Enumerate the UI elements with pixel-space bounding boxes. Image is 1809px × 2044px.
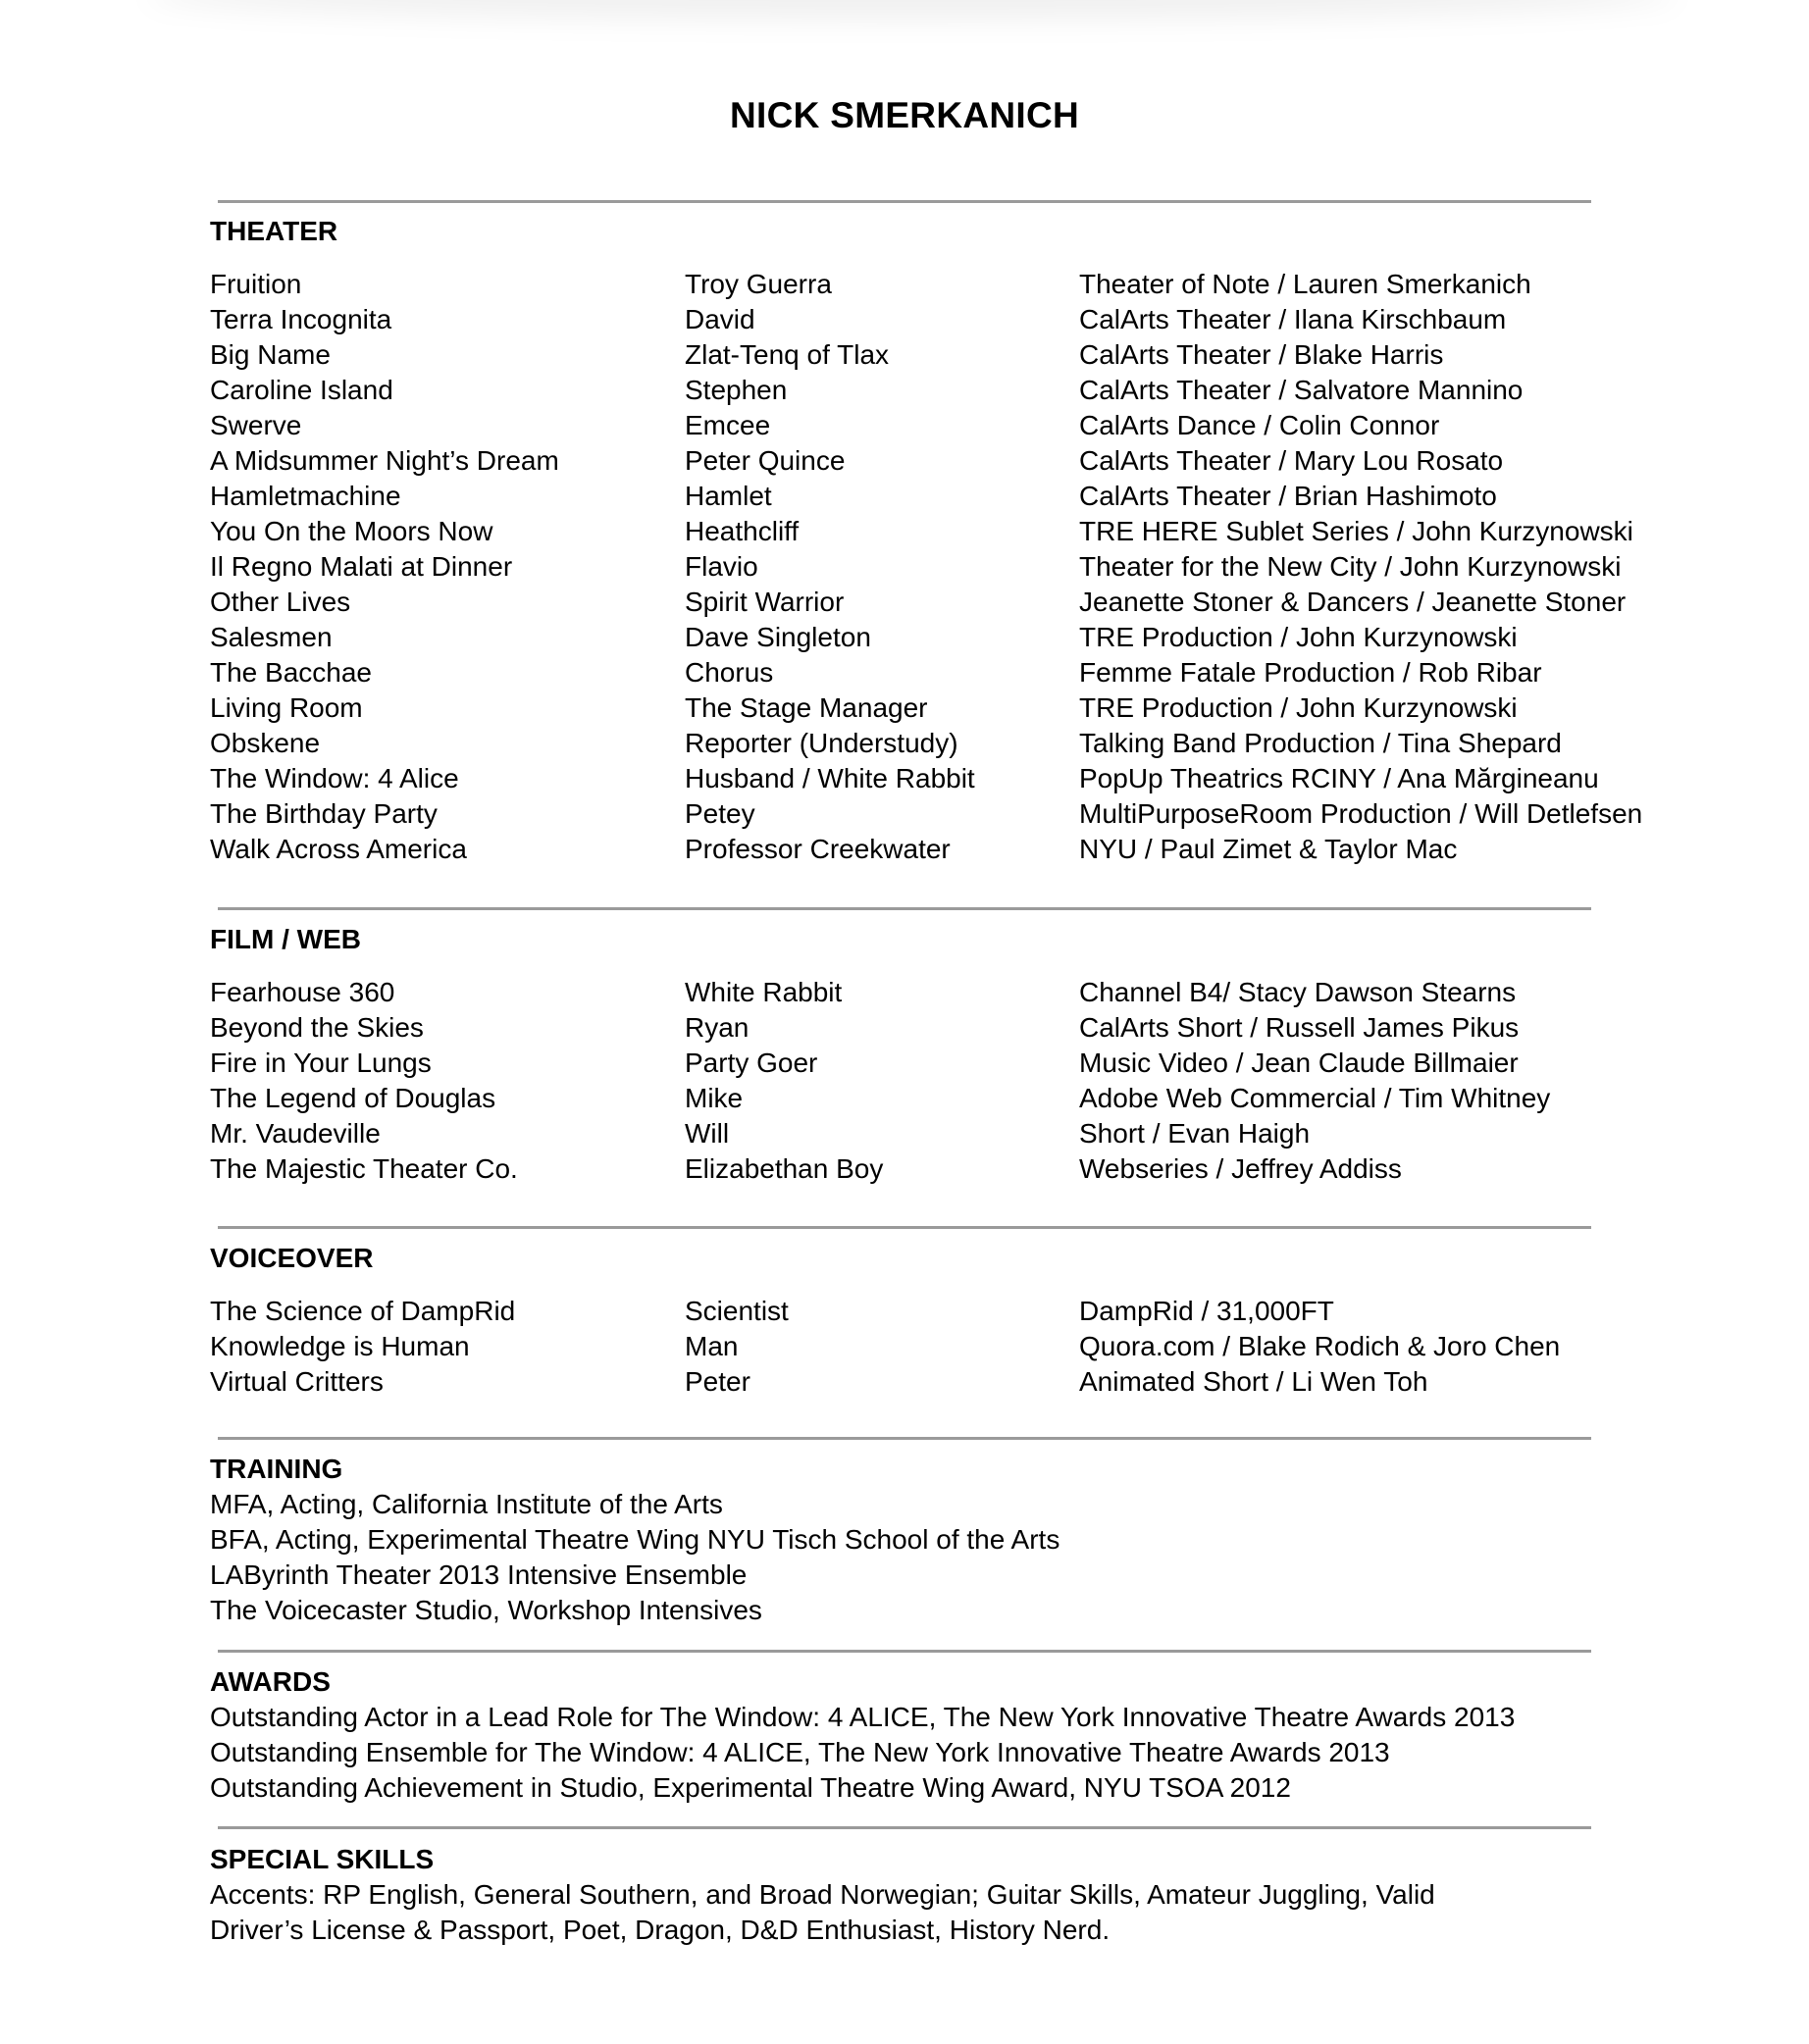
actor-name: NICK SMERKANICH xyxy=(730,95,1079,135)
credit-row xyxy=(210,1364,1623,1400)
top-edge-shadow xyxy=(147,0,1678,20)
credit-row xyxy=(210,1151,1623,1187)
credit-row xyxy=(210,373,1623,408)
award-item: Outstanding Actor in a Lead Role for The Window: 4 ALICE, The New York Innovative Theatre Awards 2013 xyxy=(210,1702,1516,1732)
credit-title: Living Room xyxy=(210,692,363,723)
training-item: LAByrinth Theater 2013 Intensive Ensemble xyxy=(210,1559,748,1590)
credit-row xyxy=(210,761,1623,796)
credit-title: Other Lives xyxy=(210,587,351,617)
divider-special-skills xyxy=(218,1826,1591,1829)
credit-row xyxy=(210,337,1623,373)
credit-title: The Bacchae xyxy=(210,657,372,688)
credit-title: Fire in Your Lungs xyxy=(210,1048,432,1078)
credit-company: CalArts Theater / Mary Lou Rosato xyxy=(1079,445,1504,476)
credit-title: The Majestic Theater Co. xyxy=(210,1153,518,1184)
credit-title: A Midsummer Night’s Dream xyxy=(210,445,559,476)
credit-company: CalArts Theater / Ilana Kirschbaum xyxy=(1079,304,1507,334)
credit-company: Jeanette Stoner & Dancers / Jeanette Stoner xyxy=(1079,587,1627,617)
credit-row xyxy=(210,585,1627,620)
credit-company: Theater of Note / Lauren Smerkanich xyxy=(1079,269,1531,299)
credit-row xyxy=(210,975,1623,1010)
credit-title: The Science of DampRid xyxy=(210,1296,516,1326)
credit-company: TRE Production / John Kurzynowski xyxy=(1079,692,1518,723)
credit-role: Troy Guerra xyxy=(685,269,832,299)
section-heading-special-skills: SPECIAL SKILLS xyxy=(210,1844,435,1874)
credit-company: Channel B4/ Stacy Dawson Stearns xyxy=(1079,977,1517,1007)
credit-company: Webseries / Jeffrey Addiss xyxy=(1079,1153,1402,1184)
divider-film-web xyxy=(218,907,1591,910)
credit-role: Reporter (Understudy) xyxy=(685,728,958,758)
credit-title: The Birthday Party xyxy=(210,798,438,829)
credit-role: Hamlet xyxy=(685,481,772,511)
credit-row xyxy=(210,479,1623,514)
credit-role: Man xyxy=(685,1331,739,1361)
credit-role: Elizabethan Boy xyxy=(685,1153,884,1184)
credit-row xyxy=(210,267,1623,302)
section-theater xyxy=(210,214,1643,867)
credit-role: Peter xyxy=(685,1366,750,1397)
credit-title: Fruition xyxy=(210,269,302,299)
credit-row xyxy=(210,1081,1623,1116)
section-heading-voiceover: VOICEOVER xyxy=(210,1243,374,1273)
section-heading-training: TRAINING xyxy=(210,1454,343,1484)
credit-row xyxy=(210,832,1623,867)
divider-theater xyxy=(218,200,1591,203)
credit-row xyxy=(210,443,1623,479)
credit-company: CalArts Short / Russell James Pikus xyxy=(1079,1012,1520,1043)
credit-title: Walk Across America xyxy=(210,834,467,864)
credit-company: CalArts Theater / Brian Hashimoto xyxy=(1079,481,1497,511)
section-heading-film-web: FILM / WEB xyxy=(210,924,361,954)
credit-role: Ryan xyxy=(685,1012,749,1043)
credit-title: Il Regno Malati at Dinner xyxy=(210,551,513,582)
credit-role: Spirit Warrior xyxy=(685,587,845,617)
training-item: BFA, Acting, Experimental Theatre Wing NYU Tisch School of the Arts xyxy=(210,1524,1060,1555)
credit-list-theater xyxy=(210,267,1643,867)
credit-company: Animated Short / Li Wen Toh xyxy=(1079,1366,1428,1397)
credit-company: Theater for the New City / John Kurzynowski xyxy=(1079,551,1622,582)
award-item: Outstanding Ensemble for The Window: 4 ALICE, The New York Innovative Theatre Awards 2013 xyxy=(210,1737,1390,1767)
credit-title: Big Name xyxy=(210,339,331,370)
credit-row xyxy=(210,690,1623,726)
credit-company: CalArts Theater / Salvatore Mannino xyxy=(1079,375,1524,405)
credit-title: Salesmen xyxy=(210,622,333,652)
credit-title: Beyond the Skies xyxy=(210,1012,424,1043)
credit-title: Fearhouse 360 xyxy=(210,977,395,1007)
credit-company: Femme Fatale Production / Rob Ribar xyxy=(1079,657,1542,688)
credit-title: Knowledge is Human xyxy=(210,1331,470,1361)
credit-company: Music Video / Jean Claude Billmaier xyxy=(1079,1048,1519,1078)
credit-row xyxy=(210,655,1623,690)
award-item: Outstanding Achievement in Studio, Experimental Theatre Wing Award, NYU TSOA 2012 xyxy=(210,1772,1291,1803)
credit-row xyxy=(210,620,1623,655)
divider-awards xyxy=(218,1650,1591,1653)
credit-role: Flavio xyxy=(685,551,758,582)
credit-role: Party Goer xyxy=(685,1048,818,1078)
credit-role: Peter Quince xyxy=(685,445,846,476)
credit-title: Obskene xyxy=(210,728,321,758)
credit-list-voiceover xyxy=(210,1294,1623,1400)
credit-title: You On the Moors Now xyxy=(210,516,493,546)
credit-role: Emcee xyxy=(685,410,771,440)
credit-role: Professor Creekwater xyxy=(685,834,951,864)
credit-row xyxy=(210,726,1623,761)
credit-role: Petey xyxy=(685,798,755,829)
credit-row xyxy=(210,514,1633,549)
section-heading-theater: THEATER xyxy=(210,216,338,246)
credit-row xyxy=(210,796,1643,832)
credit-title: Virtual Critters xyxy=(210,1366,384,1397)
credit-company: CalArts Dance / Colin Connor xyxy=(1079,410,1440,440)
credit-role: Zlat-Tenq of Tlax xyxy=(685,339,890,370)
credit-role: Scientist xyxy=(685,1296,789,1326)
credit-role: The Stage Manager xyxy=(685,692,928,723)
special-skills-text: Accents: RP English, General Southern, and Broad Norwegian; Guitar Skills, Amateur Juggling, Valid Driver’s License & Passport, Poet, Dragon, D&D Enthusiast, History Nerd. xyxy=(210,1879,1435,1945)
credit-row xyxy=(210,408,1623,443)
section-special-skills xyxy=(210,1842,1623,1948)
credit-row xyxy=(210,1116,1623,1151)
credit-title: The Window: 4 Alice xyxy=(210,763,459,793)
credit-row xyxy=(210,1329,1623,1364)
credit-company: Adobe Web Commercial / Tim Whitney xyxy=(1079,1083,1551,1113)
credit-title: Swerve xyxy=(210,410,302,440)
credit-role: Stephen xyxy=(685,375,788,405)
section-voiceover xyxy=(210,1241,1623,1400)
credit-company: Talking Band Production / Tina Shepard xyxy=(1079,728,1562,758)
divider-training xyxy=(218,1437,1591,1440)
training-item: MFA, Acting, California Institute of the Arts xyxy=(210,1489,723,1519)
section-film-web xyxy=(210,922,1623,1187)
credit-title: Hamletmachine xyxy=(210,481,401,511)
credit-row xyxy=(210,1046,1623,1081)
credit-row xyxy=(210,1010,1623,1046)
credit-company: TRE HERE Sublet Series / John Kurzynowski xyxy=(1079,516,1633,546)
credit-role: Will xyxy=(685,1118,730,1149)
credit-company: NYU / Paul Zimet & Taylor Mac xyxy=(1079,834,1458,864)
credit-company: MultiPurposeRoom Production / Will Detlefsen xyxy=(1079,798,1643,829)
credit-row xyxy=(210,302,1623,337)
credit-row xyxy=(210,549,1623,585)
training-item: The Voicecaster Studio, Workshop Intensives xyxy=(210,1595,762,1625)
credit-list-film-web xyxy=(210,975,1623,1187)
credit-company: DampRid / 31,000FT xyxy=(1079,1296,1334,1326)
section-training xyxy=(210,1452,1623,1628)
credit-title: The Legend of Douglas xyxy=(210,1083,496,1113)
credit-role: Husband / White Rabbit xyxy=(685,763,975,793)
section-awards xyxy=(210,1664,1623,1806)
credit-company: CalArts Theater / Blake Harris xyxy=(1079,339,1444,370)
credit-company: PopUp Theatrics RCINY / Ana Mărgineanu xyxy=(1079,763,1599,793)
credit-title: Caroline Island xyxy=(210,375,393,405)
credit-title: Terra Incognita xyxy=(210,304,392,334)
credit-row xyxy=(210,1294,1623,1329)
credit-company: TRE Production / John Kurzynowski xyxy=(1079,622,1518,652)
credit-title: Mr. Vaudeville xyxy=(210,1118,381,1149)
credit-company: Quora.com / Blake Rodich & Joro Chen xyxy=(1079,1331,1561,1361)
credit-role: David xyxy=(685,304,755,334)
credit-role: Dave Singleton xyxy=(685,622,871,652)
credit-role: White Rabbit xyxy=(685,977,843,1007)
credit-role: Chorus xyxy=(685,657,774,688)
credit-role: Mike xyxy=(685,1083,744,1113)
credit-company: Short / Evan Haigh xyxy=(1079,1118,1311,1149)
credit-role: Heathcliff xyxy=(685,516,800,546)
section-heading-awards: AWARDS xyxy=(210,1666,331,1697)
divider-voiceover xyxy=(218,1226,1591,1229)
